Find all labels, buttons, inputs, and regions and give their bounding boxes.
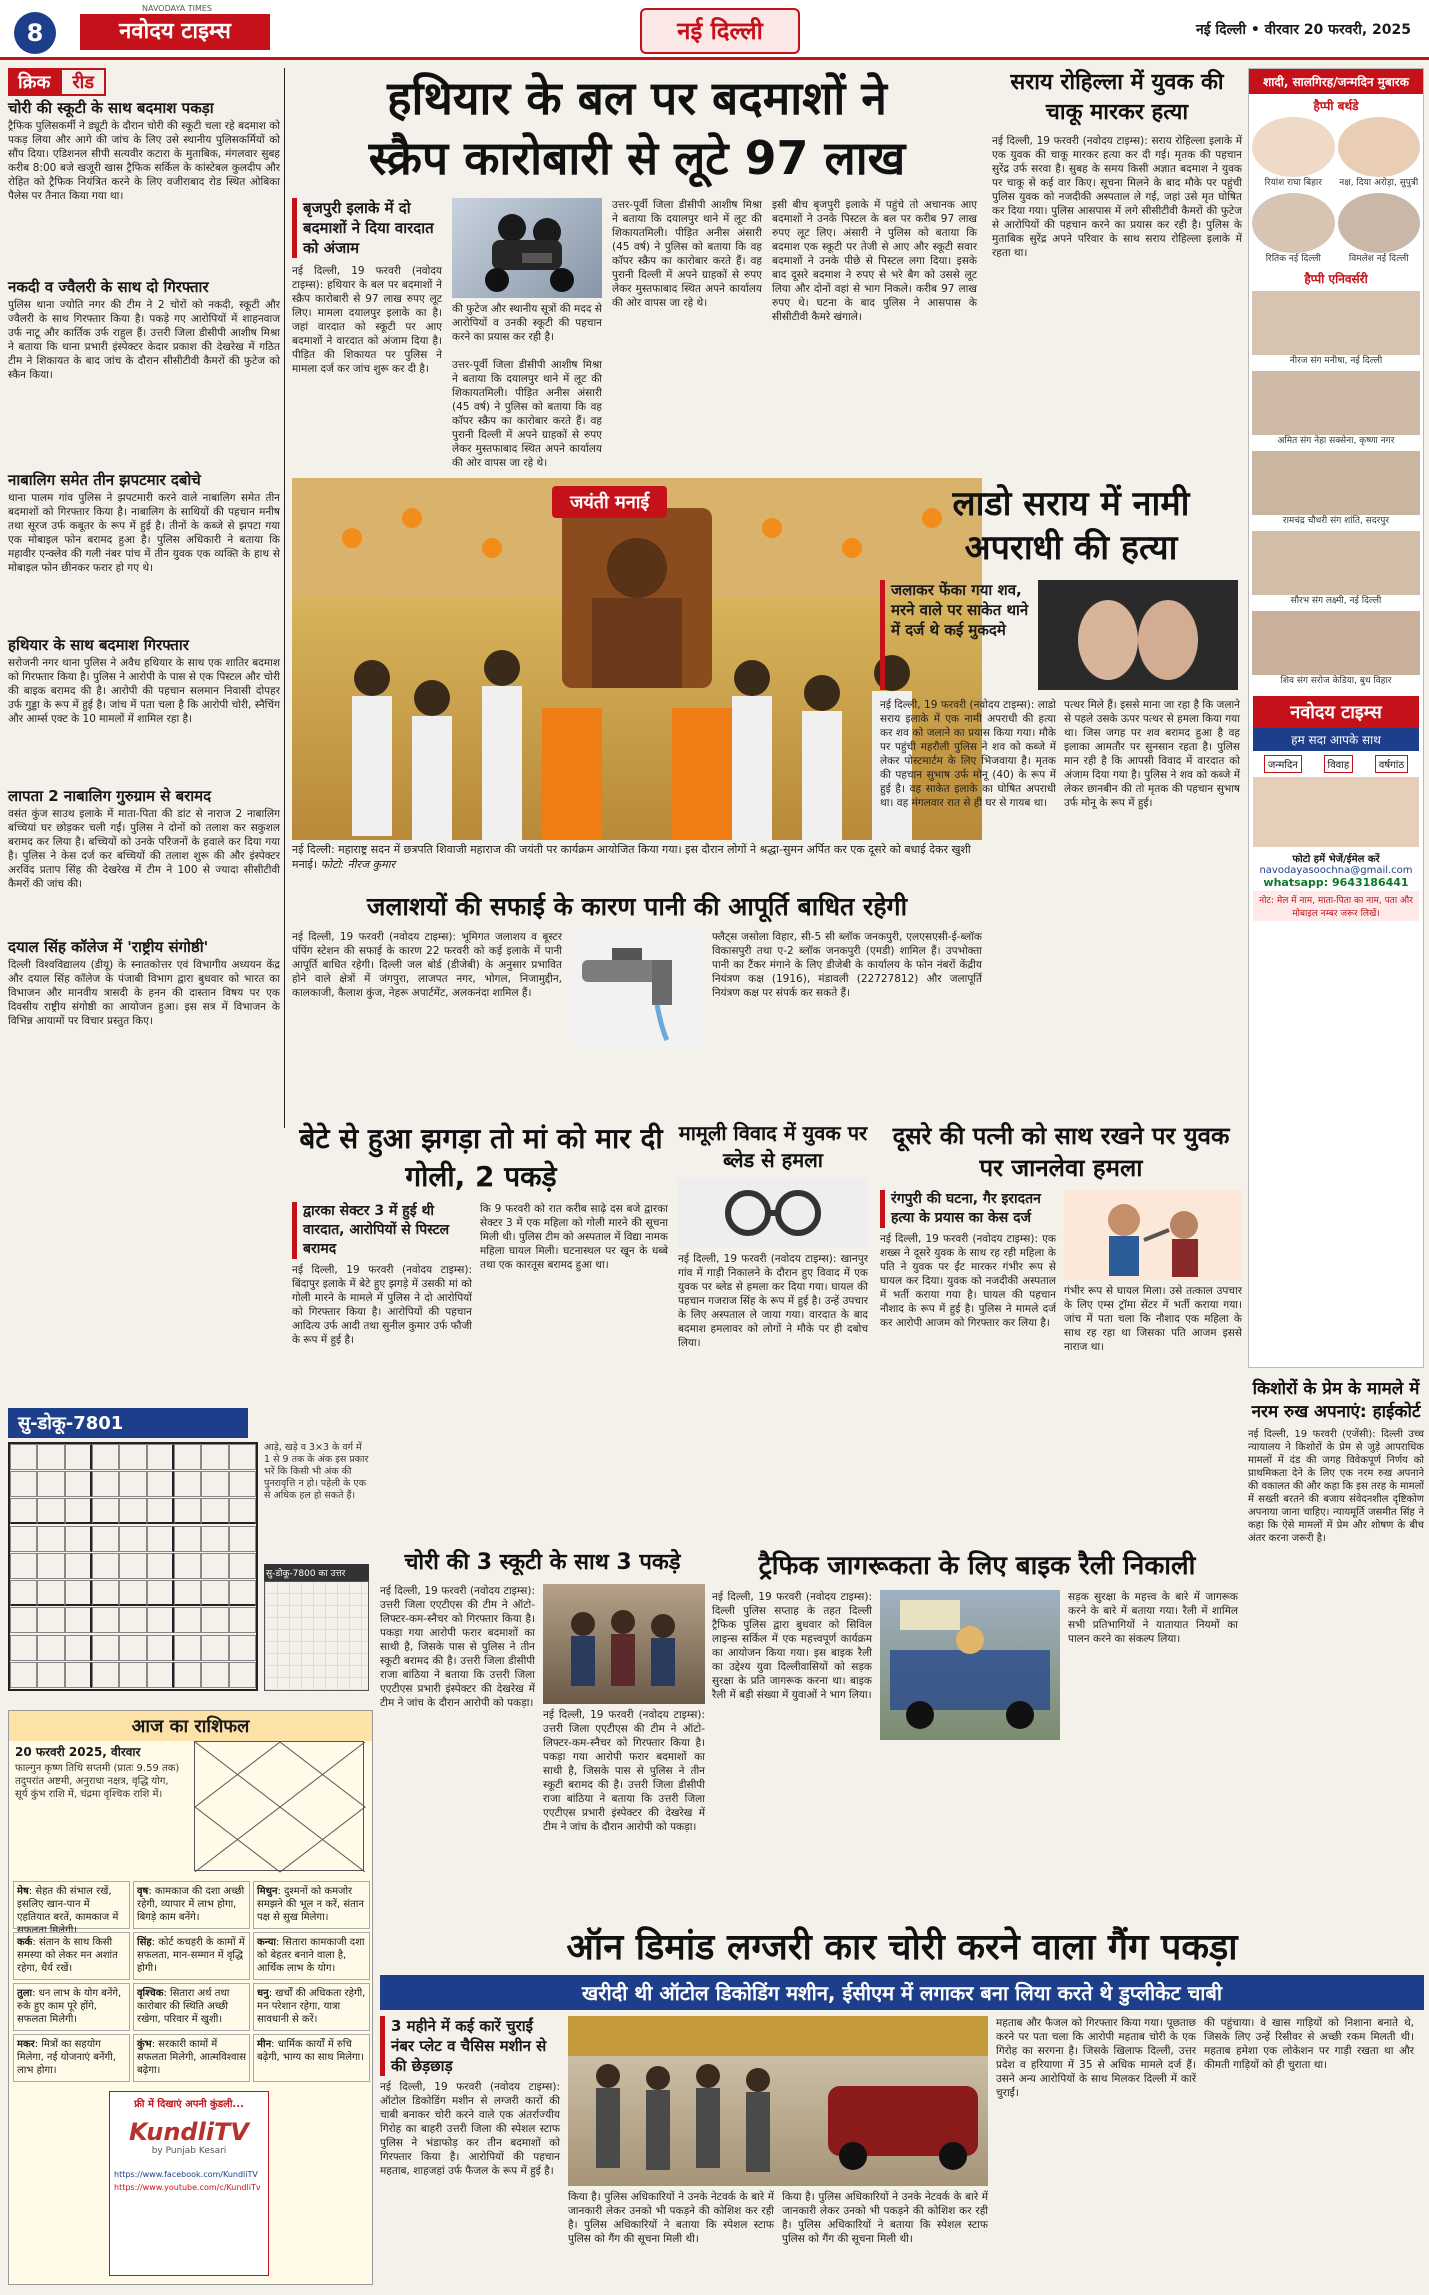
rashi-10: कुंभ: सरकारी कामों में सफलता मिलेगी, आत्मविश्वास बढ़ेगा। (133, 2034, 250, 2082)
sudoku-cell[interactable] (229, 1471, 256, 1497)
chori-story (380, 1548, 705, 1918)
sudoku-cell[interactable] (10, 1444, 37, 1470)
sudoku-cell[interactable] (92, 1498, 119, 1524)
lead-story (292, 68, 982, 468)
highcourt-headline: किशोरों के प्रेम के मामले में नरम रुख अपनाएं: हाईकोर्ट (1251, 1379, 1421, 1422)
lead-headline: हथियार के बल पर बदमाशों ने (387, 71, 887, 125)
sudoku-cell[interactable] (65, 1662, 92, 1688)
kundli-facebook[interactable]: https://www.facebook.com/KundliTV (114, 2170, 258, 2179)
sudoku-cell[interactable] (119, 1471, 146, 1497)
sidebar-brand: नवोदय टाइम्स (1253, 696, 1419, 728)
sudoku-cell[interactable] (201, 1553, 228, 1579)
story-heading: चोरी की स्कूटी के साथ बदमाश पकड़ा (8, 99, 214, 117)
sudoku-cell[interactable] (65, 1471, 92, 1497)
couple-name: रामचंद्र चौधरी संग शांति, सदरपुर (1282, 516, 1390, 526)
rashi-name: वृष (137, 1886, 149, 1897)
sudoku-cell[interactable] (147, 1635, 174, 1661)
rashi-3: कर्क: संतान के साथ किसी समस्या को लेकर मन अशांत रहेगा, धैर्य रखें। (13, 1932, 130, 1980)
rashi-5: कन्या: सितारा कामकाजी दशा को बेहतर बनाने वाला है, आर्थिक लाभ के योग। (253, 1932, 370, 1980)
crime-read-tag-b: रीड (60, 68, 106, 96)
sudoku-cell[interactable] (174, 1498, 201, 1524)
sudoku-cell[interactable] (119, 1498, 146, 1524)
greetings-title: शादी, सालगिरह/जन्मदिन मुबारक (1249, 69, 1423, 94)
sudoku-cell[interactable] (119, 1662, 146, 1688)
sudoku-cell[interactable] (37, 1444, 64, 1470)
mamuli-headline: मामूली विवाद में युवक पर ब्लेड से हमला (678, 1121, 868, 1172)
story-body: सरोजनी नगर थाना पुलिस ने अवैध हथियार के साथ एक शातिर बदमाश को गिरफ्तार किया है। पुलिस ने आरोपी के पास से एक पिस्टल और चोरी की बाइक बरामद की है। आरोपी की पहचान सलमान निवासी दोपहर उर्फ गुड्डा के रूप में हुई है। जांच में पता चला है कि आरोपी चोरी, स्नैचिंग और आर्म्स एक्ट के 10 मामलों में शामिल रहा है। (8, 657, 280, 725)
lado-headline: लाडो सराय में नामी अपराधी की हत्या (952, 484, 1190, 568)
greeting-name: रियांश राघा बिहार (1264, 178, 1322, 188)
story-heading: नकदी व ज्वैलरी के साथ दो गिरफ्तार (8, 278, 209, 296)
sudoku-cell[interactable] (147, 1471, 174, 1497)
sudoku-cell[interactable] (201, 1607, 228, 1633)
sidebar-tagline: हम सदा आपके साथ (1253, 728, 1419, 751)
greeting-name: रितिक नई दिल्ली (1265, 254, 1321, 264)
highcourt-story (1248, 1378, 1424, 1798)
section-title: नई दिल्ली (640, 8, 800, 54)
kundli-youtube[interactable]: https://www.youtube.com/c/KundliTv (114, 2183, 261, 2192)
sudoku-cell[interactable] (10, 1553, 37, 1579)
story-heading: लापता 2 नाबालिग गुरुग्राम से बरामद (8, 787, 212, 805)
story-heading: हथियार के साथ बदमाश गिरफ्तार (8, 636, 189, 654)
rashi-name: कन्या (257, 1937, 277, 1948)
chori-photo (543, 1584, 705, 1704)
sudoku-cell[interactable] (37, 1607, 64, 1633)
kundli-brand-sub: by Punjab Kesari (151, 2146, 227, 2156)
traffic-body: नई दिल्ली, 19 फरवरी (नवोदय टाइम्स): दिल्ली पुलिस सप्ताह के तहत दिल्ली ट्रैफिक पुलिस द्वारा बुधवार को सिविल लाइन्स सर्किल में एक महत्त्वपूर्ण कार्यक्रम का आयोजन किया गया। इस बाइक रैली का उद्देश्य युवा दिल्लीवासियों को सड़क सुरक्षा के प्रति जागरूक करना था। बाइक रैली में बड़ी संख्या में युवाओं ने भाग लिया। (712, 1591, 872, 1701)
rashi-text: कोर्ट कचहरी के कामों में सफलता, मान-सम्मान में वृद्धि होगी। (137, 1937, 245, 1974)
sudoku-cell[interactable] (147, 1553, 174, 1579)
gang-story (380, 1925, 1424, 2290)
mamuli-story (678, 1120, 868, 1540)
rashi-4: सिंह: कोर्ट कचहरी के कामों में सफलता, मान-सम्मान में वृद्धि होगी। (133, 1932, 250, 1980)
story-body: थाना पालम गांव पुलिस ने झपटमारी करने वाले नाबालिग समेत तीन बदमाशों को गिरफ्तार किया है। नाबालिग के साथियों की पहचान मनीष तथा सूरज उर्फ कबूतर के रूप में हुई है। तीनों के कब्जे से झपटा गया एक मोबाइल फोन बरामद हुआ है। पुलिस अधिकारी ने बताया कि महावीर एन्क्लेव की गली नंबर पांच में तीन युवक एक व्यक्ति के हाथ से मोबाइल फोन छीनकर फरार हो गए थे। (8, 492, 280, 574)
sudoku-cell[interactable] (65, 1526, 92, 1552)
lead-caption: की फुटेज और स्थानीय सूत्रों की मदद से आरोपियों व उनकी स्कूटी की पहचान करने का प्रयास कर रही है। (452, 303, 602, 343)
rashi-9: मकर: मित्रों का सहयोग मिलेगा, नई योजनाएं बनेंगी, लाभ होगा। (13, 2034, 130, 2082)
lado-story (880, 482, 1242, 1110)
sudoku-cell[interactable] (92, 1471, 119, 1497)
rashi-7: वृश्चिक: सितारा अर्थ तथा कारोबार की स्थिति अच्छी रखेगा, परिवार में खुशी। (133, 1983, 250, 2031)
sudoku-cell[interactable] (92, 1444, 119, 1470)
rashi-text: खर्चों की अधिकता रहेगी, मन परेशान रहेगा, यात्रा सावधानी से करें। (257, 1988, 366, 2025)
sudoku-cell[interactable] (174, 1580, 201, 1606)
rashi-8: धनु: खर्चों की अधिकता रहेगी, मन परेशान रहेगा, यात्रा सावधानी से करें। (253, 1983, 370, 2031)
couple-name: शिव संग सरोज केडिया, बुध विहार (1280, 676, 1392, 686)
sudoku-grid (8, 1442, 258, 1691)
water-story (292, 890, 982, 1110)
kundli-chart (194, 1741, 364, 1871)
sudoku-cell[interactable] (119, 1526, 146, 1552)
sudoku-cell[interactable] (119, 1580, 146, 1606)
couple-photo (1252, 371, 1420, 435)
dusre-kicker: रंगपुरी की घटना, गैर इरादतन हत्या के प्रयास का केस दर्ज (880, 1190, 1056, 1228)
sudoku-cell[interactable] (37, 1580, 64, 1606)
sudoku-cell[interactable] (119, 1553, 146, 1579)
traffic-body-2: सड़क सुरक्षा के महत्त्व के बारे में जागरूक करने के बारे में बताया गया। रैली में शामिल सभी प्रतिभागियों ने यातायात नियमों का पालन करने का संकल्प लिया। (1068, 1591, 1238, 1645)
couple-name: नीरज संग मनीषा, नई दिल्ली (1289, 356, 1383, 366)
sudoku-cell[interactable] (147, 1526, 174, 1552)
couple-photo (1252, 451, 1420, 515)
kundli-ad (109, 2091, 269, 2276)
sudoku-rules: आड़े, खड़े व 3×3 के वर्ग में 1 से 9 तक के अंक इस प्रकार भरें कि किसी भी अंक की पुनरावृत्ति न हो। पहेली के एक से अधिक हल हो सकते हैं। (264, 1442, 369, 1501)
rashifal-title: आज का राशिफल (9, 1711, 372, 1741)
dusre-story (880, 1120, 1242, 1540)
gang-headline: ऑन डिमांड लग्जरी कार चोरी करने वाला गैंग पकड़ा (566, 1927, 1238, 1968)
send-label: फोटो हमें भेजें/ईमेल करें (1292, 854, 1380, 865)
rashi-text: संतान के साथ किसी समस्या को लेकर मन अशांत रहेगा, धैर्य रखें। (17, 1937, 118, 1974)
paper-name-small: NAVODAYA TIMES (142, 4, 213, 13)
crime-read-column (8, 68, 280, 1128)
sudoku-cell[interactable] (147, 1607, 174, 1633)
sudoku-cell[interactable] (174, 1553, 201, 1579)
rashi-text: दुश्मनों को कमजोर समझने की भूल न करें, संतान पक्ष से सुख मिलेगा। (257, 1886, 364, 1923)
sudoku-cell[interactable] (65, 1498, 92, 1524)
sudoku-cell[interactable] (65, 1635, 92, 1661)
rashi-name: वृश्चिक (137, 1988, 164, 1999)
rashi-text: मित्रों का सहयोग मिलेगा, नई योजनाएं बनेंगी, लाभ होगा। (17, 2039, 116, 2076)
greeting-photo (1252, 193, 1335, 253)
sudoku-cell[interactable] (201, 1498, 228, 1524)
water-tap-photo (572, 930, 702, 1050)
sudoku-cell[interactable] (10, 1498, 37, 1524)
sudoku-cell[interactable] (174, 1635, 201, 1661)
rashifal-panchang: फाल्गुन कृष्ण तिथि सप्तमी (प्रातः 9.59 तक) तदुपरांत अष्टमी, अनुराधा नक्षत्र, वृद्धि योग, सूर्य कुंभ राशि में, चंद्रमा वृश्चिक राशि में। (15, 1763, 180, 1800)
sudoku-cell[interactable] (229, 1444, 256, 1470)
lead-headline-2: स्क्रैप कारोबारी से लूटे 97 लाख (368, 131, 906, 185)
bete-body-2: कि 9 फरवरी को रात करीब साढ़े दस बजे द्वारका सेक्टर 3 में एक महिला को गोली मारने की सूचना मिली थी। पुलिस टीम को अस्पताल में विद्या नामक महिला घायल मिली। घटनास्थल पर खून के धब्बे तथा एक कारतूस बरामद हुआ था। (480, 1203, 668, 1271)
sarai-body: नई दिल्ली, 19 फरवरी (नवोदय टाइम्स): सराय रोहिल्ला इलाके में एक युवक की चाकू मारकर हत्या कर दी गई। मृतक की पहचान सुरेंद्र उर्फ सरवा है। सुबह के समय किसी अज्ञात बदमाश ने युवक पर चाकू से कई वार किए। सूचना मिलने के बाद मौके पर पहुंची पुलिस युवक को नजदीकी अस्पताल ले गई, जहां उसे मृत घोषित कर दिया गया। पुलिस आसपास में लगे सीसीटीवी कैमरों की फुटेज से आरोपियों की पहचान करने का प्रयास कर रही है। पुलिस के मुताबिक सुरेंद्र अपने परिवार के साथ सराय रोहिल्ला इलाके में रहता था। (992, 135, 1242, 259)
tab-anniversary: वर्षगांठ (1375, 755, 1408, 773)
rashi-1: वृष: कामकाज की दशा अच्छी रहेगी, व्यापार में लाभ होगा, बिगड़े काम बनेंगे। (133, 1881, 250, 1929)
sudoku-cell[interactable] (229, 1553, 256, 1579)
sudoku-cell[interactable] (201, 1635, 228, 1661)
sudoku-cell[interactable] (147, 1662, 174, 1688)
gang-body: नई दिल्ली, 19 फरवरी (नवोदय टाइम्स): ऑटोल डिकोडिंग मशीन से लग्जरी कारों की चाबी बनाकर चोरी करने वाले एक अंतर्राज्यीय गिरोह का बाहरी उत्तरी जिला की स्पेशल स्टाफ पुलिस ने भंडाफोड़ कर तीन बदमाशों को गिरफ्तार किया है। आरोपियों की पहचान महताब, शाहजहां उर्फ फैजल के रूप में हुई है। (380, 2081, 560, 2177)
sudoku-cell[interactable] (92, 1553, 119, 1579)
greeting-photo (1252, 117, 1335, 177)
rashi-name: तुला (17, 1988, 33, 1999)
lead-body-3: उत्तर-पूर्वी जिला डीसीपी आशीष मिश्रा ने बताया कि दयालपुर थाने में लूट की शिकायतमिली। पीड़ित अनीस अंसारी (45 वर्ष) ने पुलिस को बताया कि वह कॉपर स्क्रैप का कारोबार करते हैं। वह पुरानी दिल्ली में अपने ग्राहकों से रुपए लेकर मुस्तफाबाद स्थित अपने कार्यालय की ओर वापस जा रहे थे। (612, 199, 762, 309)
gang-body-3: महताब और फैजल को गिरफ्तार किया गया। पूछताछ करने पर पता चला कि आरोपी महताब चोरी के एक गिरोह का सरगना है। जिसके खिलाफ दिल्ली, उत्तर प्रदेश व हरियाणा में 35 से अधिक मामले दर्ज हैं। उसने अन्य आरोपियों के साथ मिलकर दिल्ली में कारें चुराईं। (996, 2017, 1196, 2099)
sudoku-cell[interactable] (119, 1635, 146, 1661)
gang-body-2b: किया है। पुलिस अधिकारियों ने उनके नेटवर्क के बारे में जानकारी लेकर उनको भी पकड़ने की कोशिश कर रही है। पुलिस अधिकारियों ने बताया कि स्पेशल स्टाफ पुलिस को गैंग की सूचना मिली थी। (782, 2191, 988, 2245)
rashi-name: सिंह (137, 1937, 152, 1948)
bete-headline: बेटे से हुआ झगड़ा तो मां को मार दी गोली, 2 पकड़े (299, 1122, 663, 1193)
chori-headline: चोरी की 3 स्कूटी के साथ 3 पकड़े (404, 1550, 681, 1575)
sudoku-cell[interactable] (174, 1662, 201, 1688)
gang-photo (568, 2016, 988, 2186)
traffic-story (712, 1548, 1242, 1918)
bete-body: नई दिल्ली, 19 फरवरी (नवोदय टाइम्स): बिंदापुर इलाके में बेटे हुए झगड़े में उसकी मां को गोली मारने के मामले में पुलिस ने दो आरोपियों को गिरफ्तार किया है। आरोपियों की पहचान आदित्य उर्फ आदी तथा सुनील कुमार उर्फ फौजी के रूप में हुई है। (292, 1264, 472, 1346)
sudoku-cell[interactable] (174, 1607, 201, 1633)
sudoku-cell[interactable] (147, 1498, 174, 1524)
sudoku-cell[interactable] (229, 1526, 256, 1552)
send-email[interactable]: navodayasoochna@gmail.com (1259, 865, 1413, 876)
sarai-story (992, 68, 1242, 468)
sudoku-cell[interactable] (119, 1607, 146, 1633)
sudoku-cell[interactable] (201, 1580, 228, 1606)
jayanti-photo (292, 478, 982, 840)
sudoku-cell[interactable] (174, 1471, 201, 1497)
tab-birthday: जन्मदिन (1264, 755, 1302, 773)
sudoku-cell[interactable] (201, 1662, 228, 1688)
jayanti-credit: फोटो: नीरज कुमार (320, 858, 396, 871)
rashi-0: मेष: सेहत की संभाल रखें, इसलिए खान-पान में एहतियात बरतें, कामकाज में सफलता मिलेगी। (13, 1881, 130, 1929)
sudoku-cell[interactable] (37, 1471, 64, 1497)
tab-wedding: विवाह (1324, 755, 1354, 773)
kundli-brand: KundliTV (128, 2118, 250, 2146)
gang-subheadline: खरीदी थी ऑटोल डिकोडिंग मशीन, ईसीएम में लगाकर बना लिया करते थे डुप्लीकेट चाबी (380, 1975, 1424, 2010)
rashifal-block (8, 1710, 373, 2285)
happy-anniversary-label: हैप्पी एनिवर्सरी (1304, 272, 1368, 286)
sudoku-cell[interactable] (92, 1607, 119, 1633)
rashi-text: धन लाभ के योग बनेंगे, रुके हुए काम पूरे होंगे, सफलता मिलेगी। (17, 1988, 122, 2025)
page-number: 8 (14, 12, 56, 54)
lado-body-2: पत्थर मिले हैं। इससे माना जा रहा है कि जलाने से पहले उसके ऊपर पत्थर से हमला किया गया था। जिस जगह पर शव बरामद हुआ है वह इलाका आमतौर पर सुनसान रहता है। पुलिस मान रही है कि आपसी विवाद में वारदात को अंजाम दिया गया है। पुलिस ने शव को कब्जे में लेकर छानबीन की तो मृतक की पहचान सुभाष उर्फ मोनू के रूप में हुई। (1064, 699, 1240, 809)
rashi-11: मीन: धार्मिक कार्यों में रुचि बढ़ेगी, भाग्य का साथ मिलेगा। (253, 2034, 370, 2082)
jayanti-tag: जयंती मनाई (552, 486, 667, 518)
rashi-text: सेहत की संभाल रखें, इसलिए खान-पान में एहतियात बरतें, कामकाज में सफलता मिलेगी। (17, 1886, 119, 1936)
sudoku-cell[interactable] (37, 1526, 64, 1552)
traffic-headline: ट्रैफिक जागरूकता के लिए बाइक रैली निकाली (758, 1551, 1196, 1581)
sudoku-cell[interactable] (10, 1662, 37, 1688)
jayanti-block (292, 478, 982, 886)
gang-body-2: किया है। पुलिस अधिकारियों ने उनके नेटवर्क के बारे में जानकारी लेकर उनको भी पकड़ने की कोशिश कर रही है। पुलिस अधिकारियों ने बताया कि स्पेशल स्टाफ पुलिस को गैंग की सूचना मिली थी। (568, 2191, 774, 2245)
sudoku-cell[interactable] (119, 1444, 146, 1470)
sudoku-cell[interactable] (65, 1553, 92, 1579)
story-body: पुलिस थाना ज्योति नगर की टीम ने 2 चोरों को नकदी, स्कूटी और ज्वैलरी के साथ गिरफ्तार किया है। पकड़े गए आरोपियों में शाहनवाज उर्फ नाटू और कार्तिक उर्फ राहुल हैं। उत्तरी जिला डीसीपी आशीष मिश्रा ने बताया कि थाना प्रभारी इंस्पेक्टर केदार प्रकाश की देखरेख में गठित टीम ने शिकायत के बाद जांच के दौरान सीसीटीवी कैमरों की फुटेज को स्कैन किया। (8, 299, 280, 381)
couple-name: सौरभ संग लक्ष्मी, नई दिल्ली (1290, 596, 1382, 606)
sudoku-prev-title: सु-डोकू-7800 का उत्तर (264, 1564, 369, 1581)
sudoku-cell[interactable] (229, 1498, 256, 1524)
gang-kicker: 3 महीने में कई कारें चुराईं नंबर प्लेट व चैसिस मशीन से की छेड़छाड़ (380, 2016, 560, 2076)
rashi-name: मीन (257, 2039, 272, 2050)
sudoku-cell[interactable] (229, 1607, 256, 1633)
send-whatsapp[interactable]: whatsapp: 9643186441 (1263, 876, 1409, 889)
rashi-name: मिथुन (257, 1886, 278, 1897)
send-note: नोट: मेल में नाम, माता-पिता का नाम, पता और मोबाइल नम्बर जरूर लिखें। (1253, 891, 1419, 921)
sudoku-cell[interactable] (37, 1553, 64, 1579)
sudoku-cell[interactable] (10, 1471, 37, 1497)
story-body: दिल्ली विश्वविद्यालय (डीयू) के स्नातकोत्तर एवं विभागीय अध्ययन केंद्र और दयाल सिंह कॉलेज के पंजाबी विभाग द्वारा बुधवार को भारत का विभाजन और मानवीय त्रासदी के हनन की दास्तान विषय पर एक दिवसीय राष्ट्रीय संगोष्ठी का आयोजन हुआ। इस सत्र में विभाजन के विभिन्न आयामों पर विचार प्रस्तुत किए। (8, 959, 280, 1027)
masthead (0, 0, 1429, 60)
dateline: नई दिल्ली • वीरवार 20 फरवरी, 2025 (1195, 22, 1411, 38)
story-body: वसंत कुंज साउथ इलाके में माता-पिता की डांट से नाराज 2 नाबालिग बच्चियां घर छोड़कर चली गईं। पुलिस ने दोनों को तलाश कर सकुशल बरामद कर लिया है। बच्चियों को उनके परिजनों के हवाले कर दिया गया है। पुलिस ने केस दर्ज कर बच्चियों की तलाश शुरू की और इंस्पेक्टर अरविंद प्रताप सिंह की देखरेख में टीम ने 100 से ज्यादा सीसीटीवी कैमरों की जांच की। (8, 808, 280, 890)
sudoku-cell[interactable] (65, 1444, 92, 1470)
lead-photo-robbers (452, 198, 602, 298)
story-heading: नाबालिग समेत तीन झपटमार दबोचे (8, 471, 201, 489)
happy-birthday-label: हैप्पी बर्थडे (1313, 99, 1359, 113)
couple-name: अमित संग नेहा सक्सेना, कृष्णा नगर (1277, 436, 1395, 446)
traffic-rally-photo (880, 1590, 1060, 1740)
sudoku-cell[interactable] (201, 1444, 228, 1470)
water-body-2: फ्लैट्स जसोला विहार, सी-5 सी ब्लॉक जनकपुरी, एलएसएसी-ई-ब्लॉक विकासपुरी तथा ए-2 ब्लॉक जनकपुरी (एमडी) शामिल हैं। उपभोक्ता पानी का टैंकर मंगाने के लिए डीजेबी के कार्यालय के फोन नंबरों केंद्रीय नियंत्रण कक्ष (1916), मंडावली (22727812) और जलापूर्ति नियंत्रण कक्ष पर संपर्क कर सकते हैं। (712, 931, 982, 999)
kundli-ad-title: फ्री में दिखाएं अपनी कुंडली... (134, 2099, 244, 2110)
sudoku-cell[interactable] (174, 1526, 201, 1552)
sarai-headline: सराय रोहिल्ला में युवक की चाकू मारकर हत्या (1010, 70, 1224, 125)
lead-body-2: उत्तर-पूर्वी जिला डीसीपी आशीष मिश्रा ने बताया कि दयालपुर थाने में लूट की शिकायतमिली। पीड़ित अनीस अंसारी (45 वर्ष) ने पुलिस को बताया कि वह कॉपर स्क्रैप का कारोबार करते हैं। वह पुरानी दिल्ली में अपने ग्राहकों से रुपए लेकर मुस्तफाबाद स्थित अपने कार्यालय की ओर वापस जा रहे थे। (452, 359, 602, 469)
sudoku-cell[interactable] (92, 1580, 119, 1606)
sudoku-cell[interactable] (174, 1444, 201, 1470)
water-headline: जलाशयों की सफाई के कारण पानी की आपूर्ति बाधित रहेगी (366, 892, 908, 921)
gang-body-4: की पहुंचाया। वे खास गाड़ियों को निशाना बनाते थे, जिसके लिए उन्हें रिसीवर से अच्छी रकम मिलती थी। महताब हमेशा एक लोकेशन पर गाड़ी रखता था और कीमती गाड़ियों को ही चुराता था। (1204, 2017, 1414, 2071)
rashi-name: मेष (17, 1886, 29, 1897)
dusre-headline: दूसरे की पत्नी को साथ रखने पर युवक पर जानलेवा हमला (892, 1122, 1230, 1182)
rashi-2: मिथुन: दुश्मनों को कमजोर समझने की भूल न करें, संतान पक्ष से सुख मिलेगा। (253, 1881, 370, 1929)
lead-body: नई दिल्ली, 19 फरवरी (नवोदय टाइम्स): हथियार के बल पर बदमाशों ने स्क्रैप कारोबारी से 97 लाख रुपए लूट लिए। मामला दयालपुर इलाके का है। जहां वारदात को स्कूटी पर आए बदमाशों ने वारदात को अंजाम दिया है। पीड़ित की शिकायत पर पुलिस ने मामला दर्ज कर जांच शुरू कर दी है। (292, 265, 442, 375)
paper-logo: नवोदय टाइम्स (80, 14, 270, 50)
promo-photo (1253, 777, 1419, 847)
rashi-name: कुंभ (137, 2039, 152, 2050)
story-heading: दयाल सिंह कॉलेज में 'राष्ट्रीय संगोष्ठी' (8, 938, 209, 956)
greetings-sidebar (1248, 68, 1424, 1368)
couple-photo (1252, 291, 1420, 355)
crime-read-tag: क्रिक (8, 68, 60, 96)
greeting-name: विमलेश नई दिल्ली (1348, 254, 1409, 264)
mamuli-body: नई दिल्ली, 19 फरवरी (नवोदय टाइम्स): खानपुर गांव में गाड़ी निकालने के दौरान हुए विवाद में एक युवक पर ब्लेड से हमला कर दिया गया। घायल की पहचान गजराज सिंह के रूप में हुई है। उन्हें उपचार के लिए अस्पताल ले जाया गया। वारदात के बाद बदमाश हमलावर को लोगों ने मौके पर ही दबोच लिया। (678, 1253, 868, 1349)
greeting-photo (1338, 193, 1421, 253)
sudoku-title: सु-डोकू-7801 (8, 1408, 248, 1438)
sudoku-cell[interactable] (147, 1580, 174, 1606)
bete-kicker: द्वारका सेक्टर 3 में हुई थी वारदात, आरोपियों से पिस्टल बरामद (292, 1202, 472, 1259)
rashi-text: सितारा अर्थ तथा कारोबार की स्थिति अच्छी रखेगा, परिवार में खुशी। (137, 1988, 230, 2025)
sudoku-cell[interactable] (229, 1662, 256, 1688)
lado-body: नई दिल्ली, 19 फरवरी (नवोदय टाइम्स): लाडो सराय इलाके में एक नामी अपराधी की हत्या कर शव को जलाने का प्रयास किया गया। मौके पर पहुंची महरौली पुलिस ने शव को कब्जे में लेकर पोस्टमार्टम के लिए भिजवाया है। मृतक की पहचान सुभाष उर्फ मोनू (40) के रूप में हुई है। वह साकेत इलाके का घोषित अपराधी था। वह मंगलवार रात से ही घर से गायब था। (880, 699, 1056, 809)
sudoku-cell[interactable] (201, 1471, 228, 1497)
lado-kicker: जलाकर फेंका गया शव, मरने वाले पर साकेत थाने में दर्ज थे कई मुकदमे (880, 580, 1030, 690)
sudoku-cell[interactable] (201, 1526, 228, 1552)
sudoku-cell[interactable] (10, 1526, 37, 1552)
rashifal-date: 20 फरवरी 2025, वीरवार (15, 1745, 141, 1759)
sudoku-cell[interactable] (92, 1635, 119, 1661)
couple-photo (1252, 611, 1420, 675)
sudoku-cell[interactable] (10, 1580, 37, 1606)
jayanti-caption: नई दिल्ली: महाराष्ट्र सदन में छत्रपति शिवाजी महाराज की जयंती पर कार्यक्रम आयोजित किया गया। इस दौरान लोगों ने श्रद्धा-सुमन अर्पित कर एक दूसरे को बधाई देकर खुशी मनाई। (292, 843, 971, 871)
story-body: ट्रैफिक पुलिसकर्मी ने ड्यूटी के दौरान चोरी की स्कूटी चला रहे बदमाश को पकड़ लिया और आगे की जांच के लिए उसे स्थानीय पुलिसकर्मियों को सौंप दिया। एडिशनल सीपी सत्यवीर कटारा के मुताबिक, मंगलवार सुबह करीब 8:00 बजे खजूरी खास ट्रैफिक सर्किल के कांस्टेबल कुलदीप और रोहित को ट्रैफिक नियंत्रित करने के लिए वजीराबाद रोड स्थित ओबिका पैलेस पर तैनात किया गया था। (8, 120, 280, 202)
rashi-name: मकर (17, 2039, 35, 2050)
greeting-name: नक्ष, दिया अरोड़ा, सुपुत्री (1339, 178, 1419, 188)
sudoku-cell[interactable] (37, 1635, 64, 1661)
couple-photo (1252, 531, 1420, 595)
sudoku-cell[interactable] (10, 1607, 37, 1633)
sudoku-cell[interactable] (229, 1635, 256, 1661)
sudoku-cell[interactable] (37, 1498, 64, 1524)
chori-body: नई दिल्ली, 19 फरवरी (नवोदय टाइम्स): उत्तरी जिला एएटीएस की टीम ने ऑटो-लिफ्टर-कम-स्नैचर को गिरफ्तार किया है। पकड़ा गया आरोपी फरार बदमाशों का साथी है, जिसके पास से पुलिस ने तीन स्कूटी बरामद की है। उत्तरी जिला डीसीपी राजा बांठिया ने बताया कि उत्तरी जिला एएटीएस प्रभारी इंस्पेक्टर की देखरेख में टीम ने जांच के दौरान आरोपी को पकड़ा। (380, 1585, 535, 1709)
sudoku-cell[interactable] (65, 1607, 92, 1633)
water-body: नई दिल्ली, 19 फरवरी (नवोदय टाइम्स): भूमिगत जलाशय व बूस्टर पंपिंग स्टेशन की सफाई के कारण 22 फरवरी को कई इलाके में पानी आपूर्ति बाधित रहेगी। दिल्ली जल बोर्ड (डीजेबी) के अनुसार प्रभावित होने वाले क्षेत्रों में जंगपुरा, लाजपत नगर, भोगल, निजामुद्दीन, कालकाजी, कैलाश कुंज, नेहरू अपार्टमेंट, अलकनंदा शामिल हैं। (292, 931, 562, 999)
sudoku-cell[interactable] (92, 1662, 119, 1688)
sudoku-cell[interactable] (92, 1526, 119, 1552)
rashi-name: धनु (257, 1988, 269, 1999)
rashi-text: धार्मिक कार्यों में रुचि बढ़ेगी, भाग्य का साथ मिलेगा। (257, 2039, 365, 2063)
rashi-text: कामकाज की दशा अच्छी रहेगी, व्यापार में लाभ होगा, बिगड़े काम बनेंगे। (137, 1886, 245, 1923)
lado-photo-feet (1038, 580, 1238, 690)
dusre-body-2: गंभीर रूप से घायल मिला। उसे तत्काल उपचार के लिए एम्स ट्रॉमा सेंटर में भर्ती कराया गया। जांच में पता चला कि नौशाद एक महिला के साथ रह रहा था जिसका पति आजम इससे नाराज था। (1064, 1285, 1242, 1353)
handcuffs-photo (678, 1178, 868, 1248)
dusre-body: नई दिल्ली, 19 फरवरी (नवोदय टाइम्स): एक शख्स ने दूसरे युवक के साथ रह रही महिला के पति ने युवक पर ईंट मारकर गंभीर रूप से घायल कर दिया। युवक को नजदीकी अस्पताल में भर्ती कराया गया है। घायल की पहचान नौशाद के रूप में हुई है। पुलिस ने मामले दर्ज कर आरोपी आजम को गिरफ्तार कर लिया है। (880, 1233, 1056, 1329)
sudoku-cell[interactable] (37, 1662, 64, 1688)
sudoku-cell[interactable] (229, 1580, 256, 1606)
sudoku-prev-grid (264, 1581, 369, 1691)
greeting-photo (1338, 117, 1421, 177)
sudoku-cell[interactable] (147, 1444, 174, 1470)
sudoku-cell[interactable] (10, 1635, 37, 1661)
highcourt-body: नई दिल्ली, 19 फरवरी (एजेंसी): दिल्ली उच्च न्यायालय ने किशोरों के प्रेम से जुड़े आपराधिक मामलों में दंड की जगह विवेकपूर्ण निर्णय को प्राथमिकता देने के लिए एक नरम रुख अपनाने की वकालत की और कहा कि इस तरह के मामलों में सख्ती बरतने की बजाय संवेदनशील दृष्टिकोण अपनाया जाना चाहिए। न्यायमूर्ति जसमीत सिंह ने कहा कि ऐसे मामलों में प्रेम और शोषण के बीच अंतर करना जरूरी है। (1248, 1429, 1424, 1544)
rashi-name: कर्क (17, 1937, 33, 1948)
rashi-text: सरकारी कामों में सफलता मिलेगी, आत्मविश्वास बढ़ेगा। (137, 2039, 246, 2076)
dusre-illustration (1064, 1190, 1242, 1280)
chori-body-2: नई दिल्ली, 19 फरवरी (नवोदय टाइम्स): उत्तरी जिला एएटीएस की टीम ने ऑटो-लिफ्टर-कम-स्नैचर को गिरफ्तार किया है। पकड़ा गया आरोपी फरार बदमाशों का साथी है, जिसके पास से पुलिस ने तीन स्कूटी बरामद की है। उत्तरी जिला डीसीपी राजा बांठिया ने बताया कि उत्तरी जिला एएटीएस प्रभारी इंस्पेक्टर की देखरेख में टीम ने जांच के दौरान आरोपी को पकड़ा। (543, 1709, 705, 1833)
sudoku-cell[interactable] (65, 1580, 92, 1606)
rashi-text: सितारा कामकाजी दशा को बेहतर बनाने वाला है, आर्थिक लाभ के योग। (257, 1937, 365, 1974)
sudoku-block (8, 1408, 373, 1704)
lead-kicker: बृजपुरी इलाके में दो बदमाशों ने दिया वारदात को अंजाम (292, 198, 442, 258)
rashi-6: तुला: धन लाभ के योग बनेंगे, रुके हुए काम पूरे होंगे, सफलता मिलेगी। (13, 1983, 130, 2031)
lead-body-4: इसी बीच बृजपुरी इलाके में पहुंचे तो अचानक आए बदमाशों ने उनके पिस्टल के बल पर करीब 97 लाख रुपए लूट लिए। अंसारी ने पुलिस को बताया कि बदमाश एक स्कूटी पर तेजी से आए और स्कूटी सवार बदमाशों ने उनके पीछे से पिस्टल लगा दिया। इसके बाद दूसरे बदमाश ने रुपए से भरे बैग को उससे लूट लिया और दोनों वहां से भाग निकले। करीब 97 लाख रुपए थे। घटना के बाद पुलिस ने आसपास के सीसीटीवी कैमरे खंगाले। (772, 199, 977, 323)
rashi-grid (13, 1881, 370, 2082)
